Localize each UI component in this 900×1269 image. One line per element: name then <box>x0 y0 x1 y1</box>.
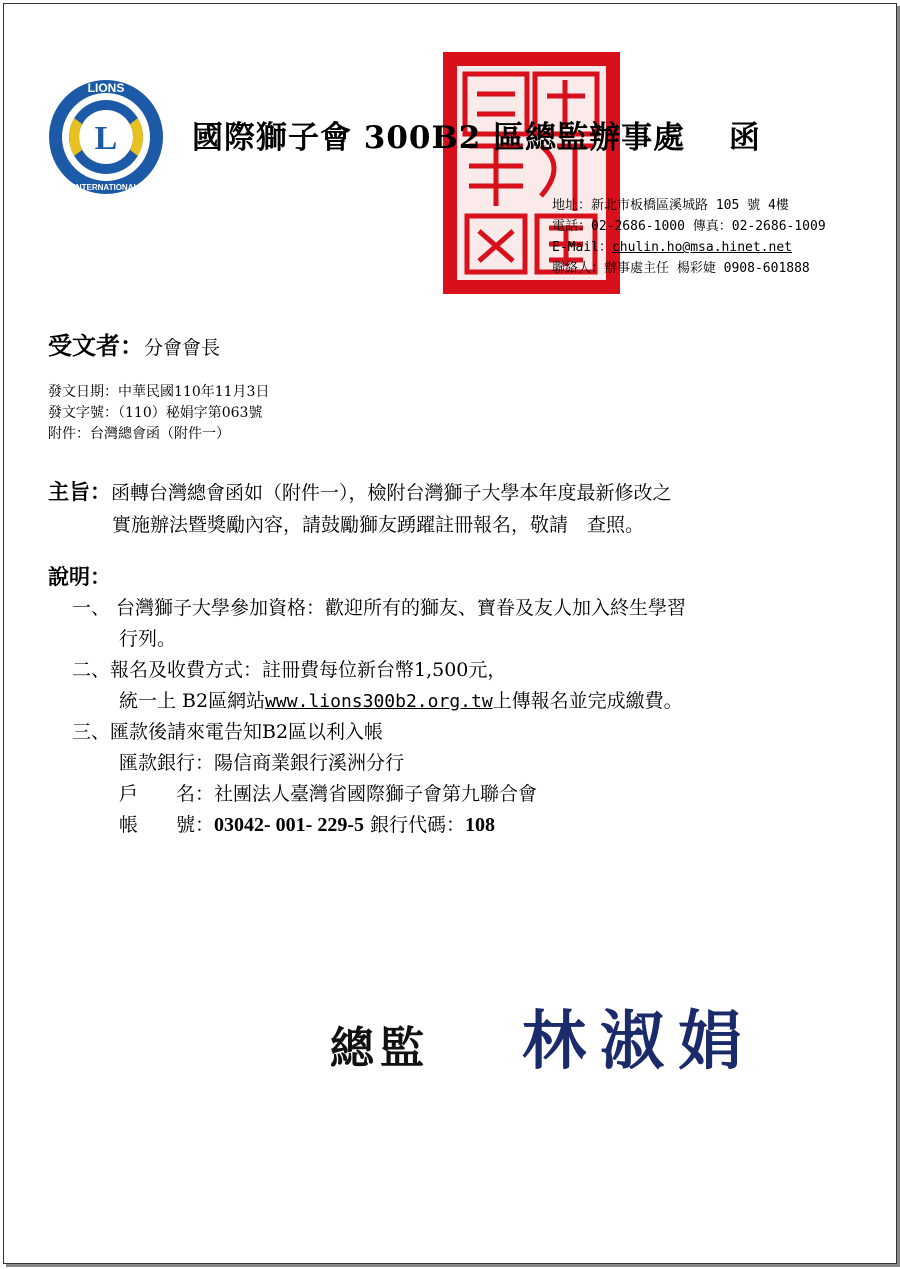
account-number-label: 帳 號： <box>119 814 215 836</box>
subject-label: 主旨： <box>48 479 111 504</box>
website-link[interactable]: www.lions300b2.org.tw <box>265 691 493 712</box>
item-2-suffix: 上傳報名並完成繳費。 <box>492 690 683 712</box>
reference-number: 發文字號：（110）秘娟字第063號 <box>48 405 263 421</box>
item-3-line-1: 三、匯款後請來電告知B2區以利入帳 <box>72 721 384 743</box>
recipient-label: 受文者： <box>48 331 144 360</box>
attachment-line: 附件：台灣總會函（附件一） <box>48 426 230 442</box>
contact-person-line: 聯絡人：辦事處主任 楊彩婕 0908-601888 <box>552 261 810 276</box>
explanation-block <box>72 593 872 841</box>
contact-block <box>552 195 826 279</box>
bank-code-label: 銀行代碼： <box>364 814 466 836</box>
subject-block <box>48 476 672 541</box>
logo-top-text: LIONS <box>87 81 125 95</box>
account-name-line: 戶 名：社團法人臺灣省國際獅子會第九聯合會 <box>119 783 538 805</box>
item-1-line-2: 行列。 <box>119 628 177 650</box>
email-link[interactable]: chulin.ho@msa.hinet.net <box>611 240 792 255</box>
document-meta <box>48 382 269 445</box>
item-2-line-1: 二、報名及收費方式：註冊費每位新台幣1,500元， <box>72 659 507 681</box>
subject-line-2: 實施辦法暨獎勵內容，請鼓勵獅友踴躍註冊報名，敬請 查照。 <box>112 514 645 536</box>
email-label: E-Mail： <box>552 240 612 255</box>
account-number: 03042- 001- 229-5 <box>214 814 364 836</box>
signature-title: 總監 <box>330 1023 430 1074</box>
item-2-prefix: 統一上 B2區網站 <box>119 690 266 712</box>
address-line: 地址：新北市板橋區溪城路 105 號 4樓 <box>552 198 789 213</box>
subject-line-1: 函轉台灣總會函如（附件一），檢附台灣獅子大學本年度最新修改之 <box>111 482 672 504</box>
logo-bottom-text: INTERNATIONAL <box>73 183 139 192</box>
recipient-line <box>48 326 220 361</box>
lions-logo-icon <box>44 78 168 196</box>
recipient-value: 分會會長 <box>144 337 221 359</box>
item-2-line-2 <box>72 686 872 717</box>
phone-line: 電話：02-2686-1000 傳真：02-2686-1009 <box>552 219 826 234</box>
logo-letter: L <box>94 120 118 157</box>
bank-code: 108 <box>465 814 496 836</box>
bank-line: 匯款銀行：陽信商業銀行溪洲分行 <box>119 752 405 774</box>
issue-date: 發文日期：中華民國110年11月3日 <box>48 384 270 400</box>
email-line <box>552 237 826 258</box>
document-title: 國際獅子會 300B2 區總監辦事處 函 <box>192 120 761 156</box>
signature-name: 林淑娟 <box>522 1004 756 1079</box>
account-number-line <box>72 810 872 841</box>
explanation-heading: 說明： <box>48 564 111 589</box>
item-1-line-1: 一、 台灣獅子大學參加資格：歡迎所有的獅友、寶眷及友人加入終生學習 <box>72 597 687 619</box>
